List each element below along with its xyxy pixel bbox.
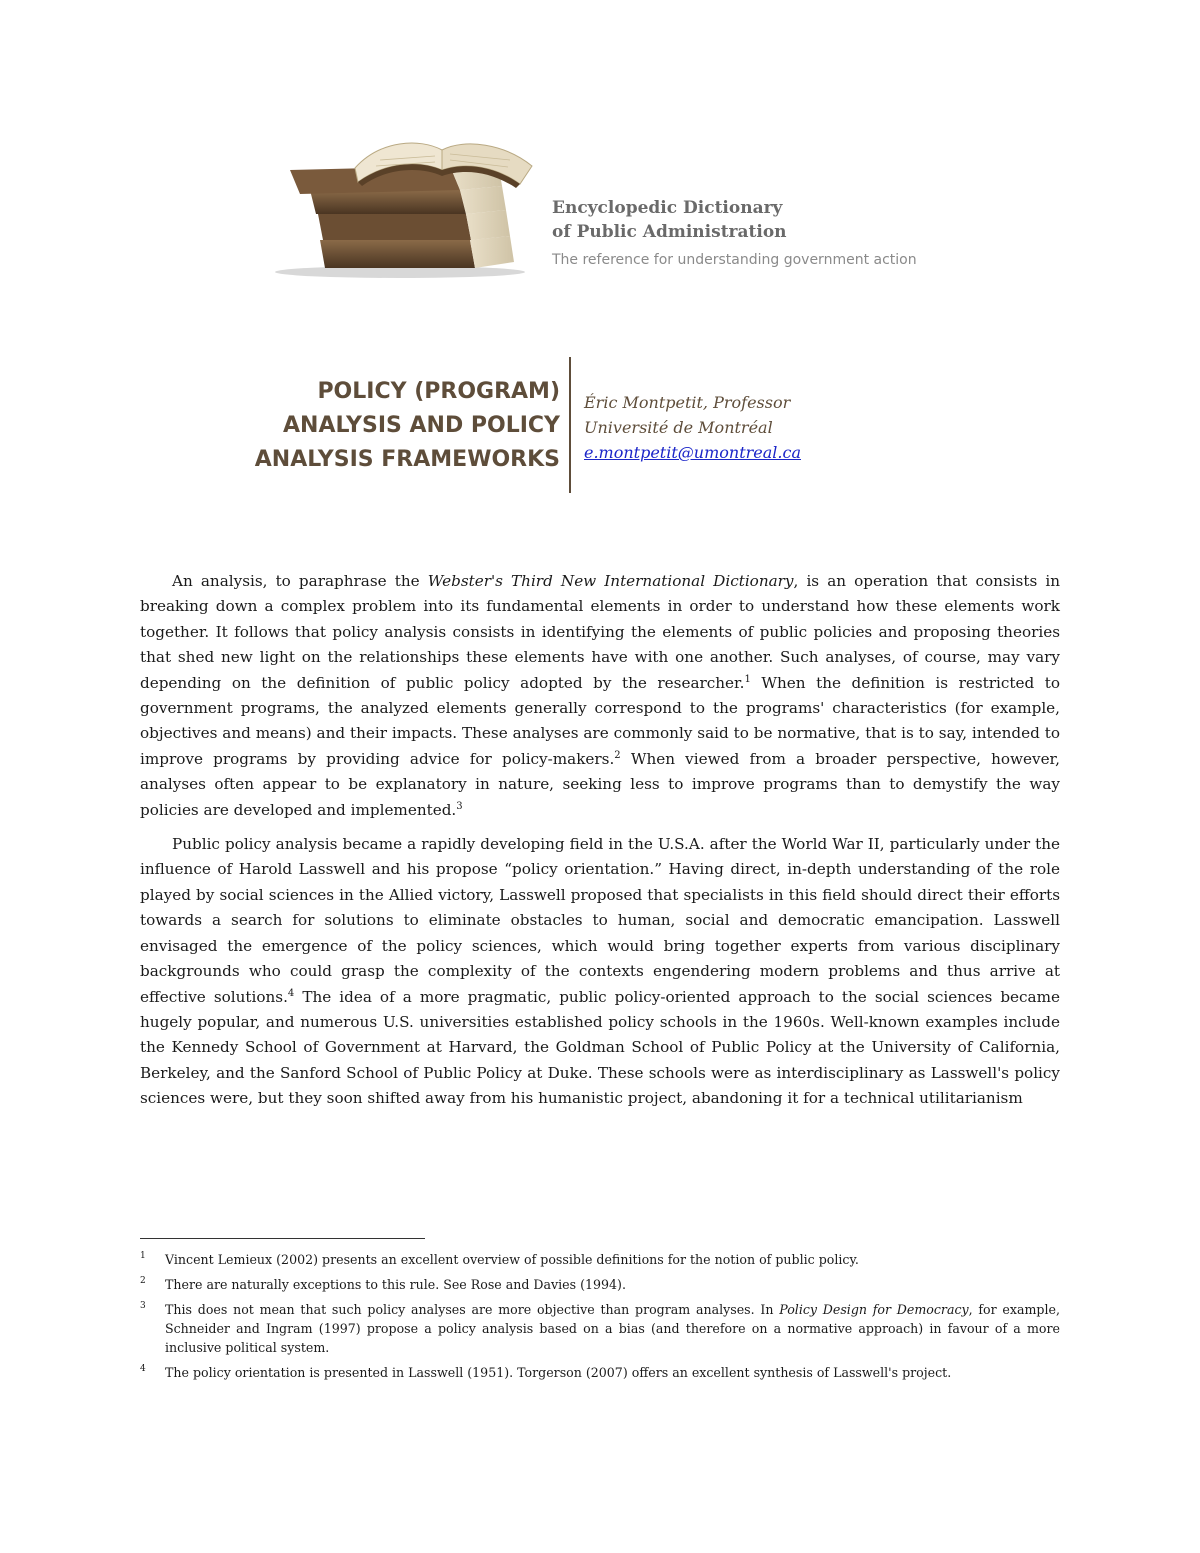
brand-title-line1: Encyclopedic Dictionary xyxy=(552,198,783,218)
footnote-2 xyxy=(140,1275,1060,1294)
text-run: The idea of a more pragmatic, public policy-oriented approach to the social sciences became hugely popular, and numerous U.S. universities established policy schools in the 1960s. Well-known examples include the Kennedy School of Government at Harvard, the Goldman School of Public Policy at the University of California, Berkeley, and the Sanford School of Public Policy at Duke. These schools were as interdisciplinary as Lasswell's policy sciences were, but they soon shifted away from his humanistic project, abandoning it for a technical utilitarianism xyxy=(140,987,1060,1108)
brand-title-line2: of Public Administration xyxy=(552,222,787,242)
article-body xyxy=(140,569,1060,1121)
author-email-link[interactable]: e.montpetit@umontreal.ca xyxy=(584,443,801,462)
stack-of-books-icon xyxy=(270,140,550,280)
text-run: When viewed from a broader perspective, however, analyses often appear to be explanatory in nature, seeking less to improve programs than to demystify the way policies are developed and implemented. xyxy=(140,749,1060,819)
footnote-text: Vincent Lemieux (2002) presents an excellent overview of possible definitions for the notion of public policy. xyxy=(165,1252,859,1267)
title-line-1: POLICY (PROGRAM) xyxy=(317,379,560,404)
book-title: Policy Design for Democracy xyxy=(779,1302,969,1317)
footnotes xyxy=(140,1250,1060,1388)
footnote-number: 2 xyxy=(140,1276,146,1286)
paragraph-1 xyxy=(140,569,1060,823)
text-run: , is an operation that consists in breaking down a complex problem into its fundamental elements in order to understand how these elements work together. It follows that policy analysis consists in identifying the elements of public policies and proposing theories that shed new light on the relationships these elements have with one another. Such analyses, of course, may vary depending on the definition of public policy adopted by the researcher. xyxy=(140,572,1060,692)
footnote-1 xyxy=(140,1250,1060,1269)
footnote-text: There are naturally exceptions to this rule. See Rose and Davies (1994). xyxy=(165,1277,626,1292)
footnote-ref-3[interactable]: 3 xyxy=(456,800,463,812)
author-affiliation: Université de Montréal xyxy=(584,418,773,437)
title-line-3: ANALYSIS FRAMEWORKS xyxy=(254,447,560,472)
footnote-ref-1[interactable]: 1 xyxy=(744,673,751,685)
footnote-separator xyxy=(140,1238,425,1239)
header-banner xyxy=(270,140,950,280)
footnote-number: 4 xyxy=(140,1364,146,1374)
author-info xyxy=(584,390,801,465)
footnote-text: The policy orientation is presented in Lasswell (1951). Torgerson (2007) offers an excellent synthesis of Lasswell's project. xyxy=(165,1365,952,1380)
footnote-3 xyxy=(140,1300,1060,1357)
footnote-text: , for example, Schneider and Ingram (1997) propose a policy analysis based on a bias (and therefore on a normative approach) in favour of a more inclusive political system. xyxy=(165,1302,1060,1355)
text-run: An analysis, to paraphrase the xyxy=(172,572,428,590)
title-divider xyxy=(569,357,571,493)
footnote-ref-2[interactable]: 2 xyxy=(614,749,621,761)
footnote-number: 3 xyxy=(140,1301,146,1311)
brand-tagline: The reference for understanding government action xyxy=(552,252,917,268)
footnote-number: 1 xyxy=(140,1251,146,1261)
footnote-ref-4[interactable]: 4 xyxy=(287,987,295,999)
text-run: When the definition is restricted to government programs, the analyzed elements generally correspond to the programs' characteristics (for example, objectives and means) and their impacts. These analyses are commonly said to be normative, that is to say, intended to improve programs by providing advice for policy-makers. xyxy=(140,673,1060,768)
title-line-2: ANALYSIS AND POLICY xyxy=(283,413,560,438)
text-run: Public policy analysis became a rapidly developing field in the U.S.A. after the World War II, particularly under the influence of Harold Lasswell and his propose “policy orientation.” Having direct, in-depth understanding of the role played by social sciences in the Allied victory, Lasswell proposed that specialists in this field should direct their efforts towards a search for solutions to eliminate obstacles to human, social and democratic emancipation. Lasswell envisaged the emergence of the policy sciences, which would bring together experts from various disciplinary backgrounds who could grasp the complexity of the contexts engendering modern problems and thus arrive at effective solutions. xyxy=(140,835,1060,1006)
paragraph-2 xyxy=(140,832,1060,1111)
article-title xyxy=(200,375,560,477)
book-title: Webster's Third New International Dictionary xyxy=(427,572,794,590)
footnote-4 xyxy=(140,1363,1060,1382)
author-name: Éric Montpetit, Professor xyxy=(584,393,791,412)
footnote-text: This does not mean that such policy analyses are more objective than program analyses. In xyxy=(165,1302,780,1317)
